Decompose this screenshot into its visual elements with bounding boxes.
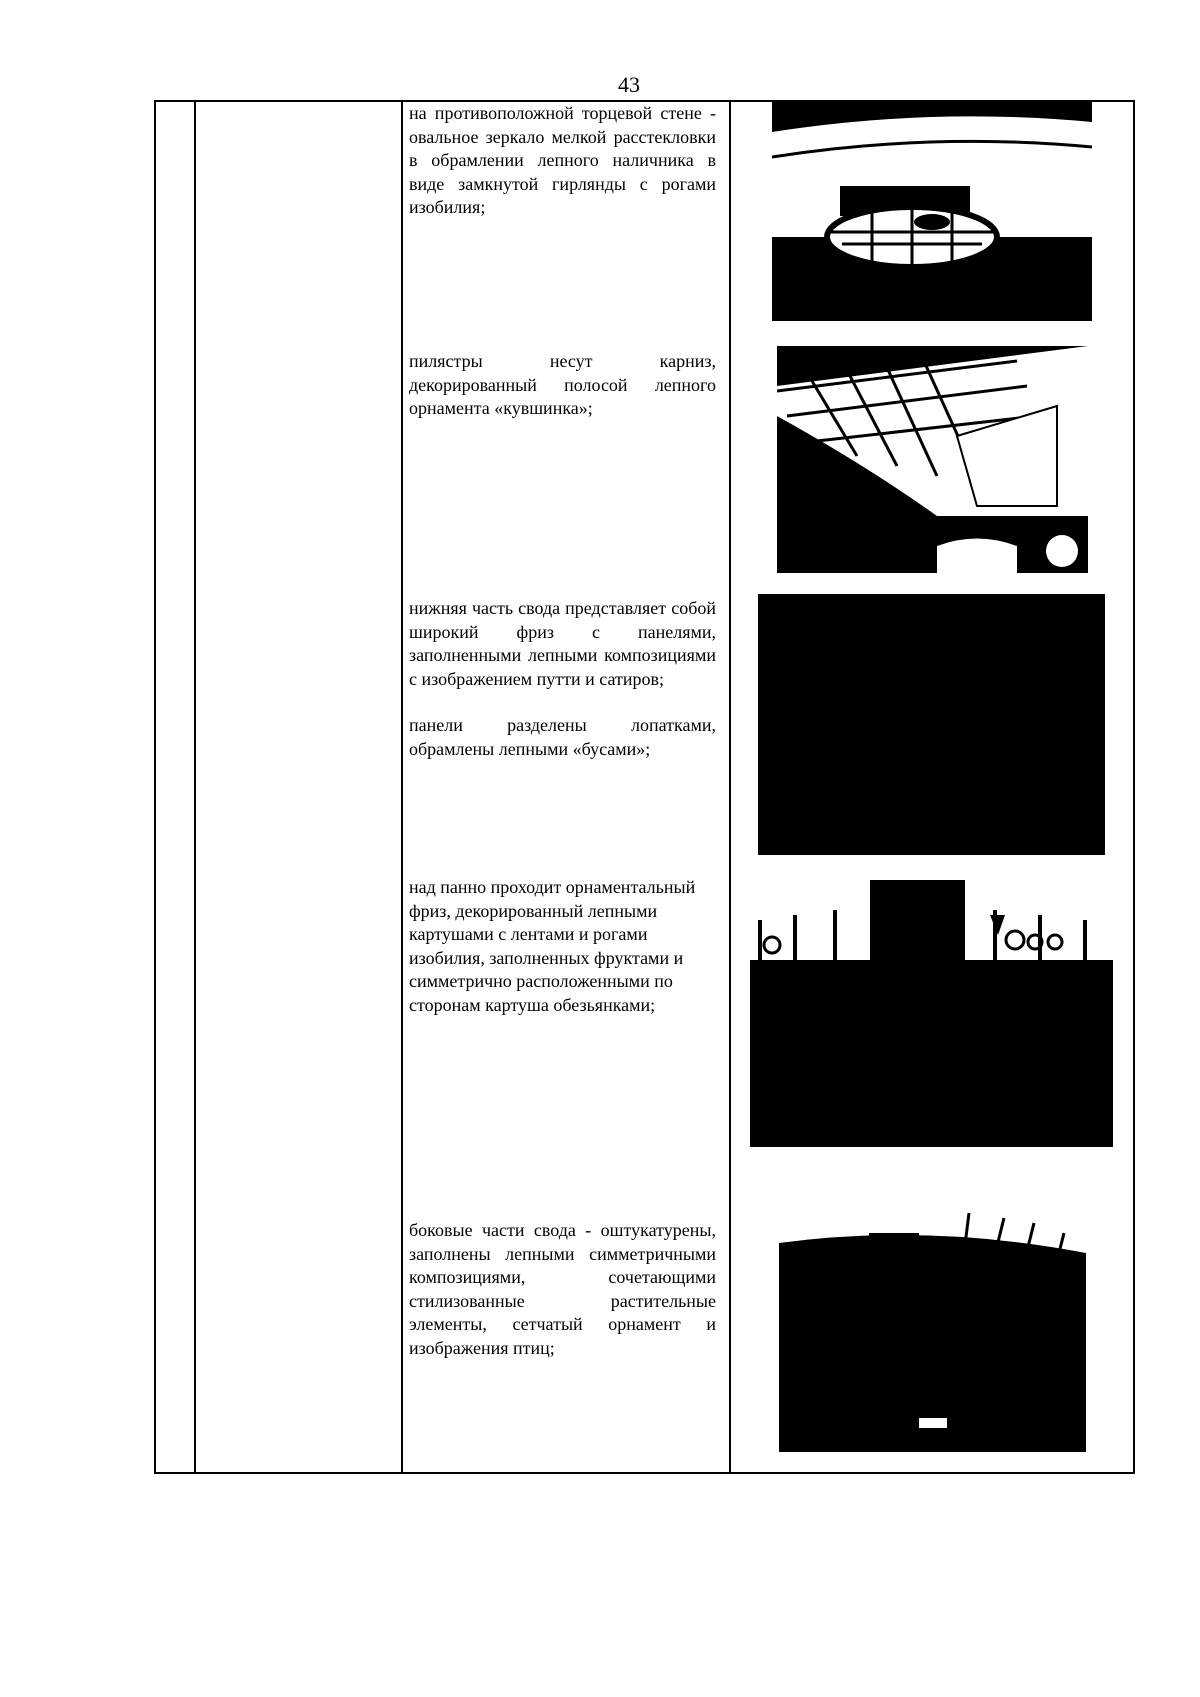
column-divider (194, 102, 196, 1472)
frieze-panels-photo (758, 594, 1105, 855)
description-paragraph: пилястры несут карниз, декорированный полосой лепного орнамента «кувшинка»; (409, 351, 716, 418)
row-2-text (409, 350, 716, 421)
column-divider (401, 102, 403, 1472)
description-paragraph: панели разделены лопатками, обрамлены лепными «бусами»; (409, 715, 716, 759)
vault-sides-photo (779, 1213, 1086, 1452)
column-divider (729, 102, 731, 1472)
description-paragraph: нижняя часть свода представляет собой широкий фриз с панелями, заполненными лепными композициями с изображением путти и сатиров; (409, 598, 716, 689)
description-paragraph: над панно проходит орнаментальный фриз, декорированный лепными картушами с лентами и рогами изобилия, заполненных фруктами и симметрично расположенными по сторонам картуша обезьянками; (409, 877, 696, 1015)
page-number: 43 (618, 72, 640, 97)
cornice-photo (777, 346, 1088, 573)
ornamental-frieze-photo (750, 880, 1113, 1147)
description-paragraph: боковые части свода - оштукатурены, заполнены лепными симметричными композициями, сочетающими стилизованные растительные элементы, сетчатый орнамент и изображения птиц; (409, 1220, 716, 1358)
row-1-text (409, 102, 716, 220)
oval-mirror-photo (772, 102, 1092, 321)
row-4-text (409, 876, 709, 1017)
description-paragraph: на противоположной торцевой стене - овальное зеркало мелкой расстекловки в обрамлении лепного наличника в виде замкнутой гирлянды с рогами изобилия; (409, 103, 716, 217)
row-3-text (409, 597, 716, 761)
row-5-text (409, 1219, 716, 1360)
